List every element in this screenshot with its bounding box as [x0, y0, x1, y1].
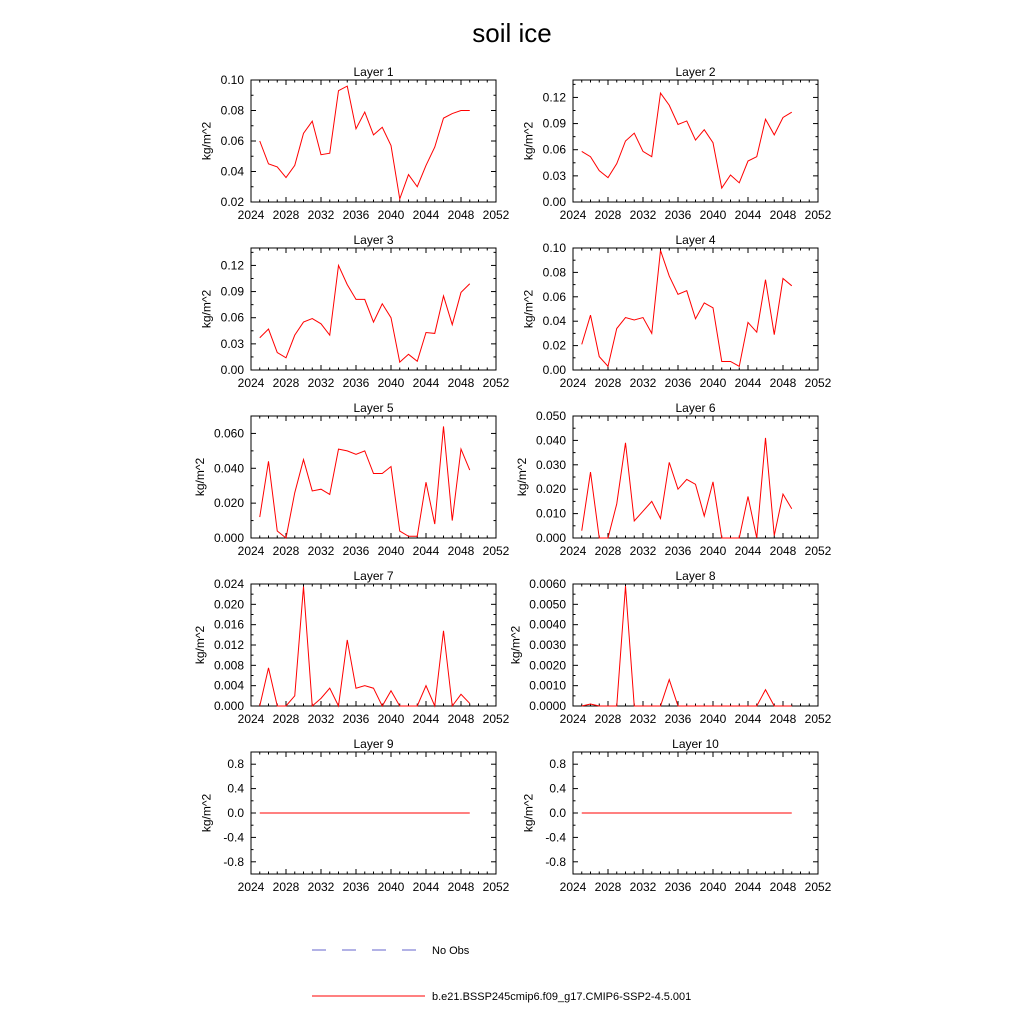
- x-tick-label: 2032: [307, 376, 335, 390]
- series-line: [260, 426, 470, 538]
- y-tick-label: 0.012: [213, 638, 244, 652]
- x-tick-label: 2040: [377, 376, 405, 390]
- panel-layer-1: [200, 65, 510, 222]
- x-tick-label: 2028: [272, 376, 300, 390]
- panel-title: Layer 4: [675, 233, 716, 247]
- series-line: [260, 86, 470, 199]
- x-tick-label: 2036: [664, 208, 692, 222]
- x-tick-label: 2048: [447, 712, 475, 726]
- x-tick-label: 2036: [664, 712, 692, 726]
- x-tick-label: 2040: [699, 880, 727, 894]
- x-tick-label: 2036: [342, 880, 370, 894]
- y-tick-label: 0.010: [535, 506, 566, 521]
- x-tick-label: 2028: [272, 544, 300, 558]
- y-tick-label: 0.4: [227, 781, 244, 796]
- panel-layer-3: [200, 233, 510, 390]
- series-line: [260, 265, 470, 362]
- x-tick-label: 2032: [629, 208, 657, 222]
- panel-title: Layer 7: [353, 569, 394, 583]
- panel-layer-8: [508, 569, 831, 726]
- y-tick-label: -0.8: [545, 854, 566, 869]
- x-tick-label: 2032: [307, 712, 335, 726]
- series-line: [582, 438, 792, 538]
- y-tick-label: 0.000: [213, 699, 244, 713]
- y-axis-label: kg/m^2: [521, 793, 536, 833]
- x-tick-label: 2036: [342, 544, 370, 558]
- y-tick-label: 0.016: [213, 617, 244, 632]
- x-tick-label: 2024: [237, 880, 265, 894]
- y-tick-label: 0.06: [542, 142, 566, 157]
- x-tick-label: 2044: [412, 376, 440, 390]
- panel-layer-10: [522, 737, 832, 894]
- x-tick-label: 2052: [804, 544, 832, 558]
- y-tick-label: 0.00: [542, 363, 566, 377]
- y-tick-label: 0.12: [220, 258, 244, 273]
- x-tick-label: 2036: [664, 376, 692, 390]
- x-tick-label: 2036: [664, 880, 692, 894]
- x-tick-label: 2028: [594, 712, 622, 726]
- x-tick-label: 2036: [342, 712, 370, 726]
- y-axis-label: kg/m^2: [199, 121, 214, 161]
- y-tick-label: 0.04: [542, 314, 566, 329]
- y-tick-label: 0.12: [542, 90, 566, 105]
- x-tick-label: 2024: [237, 376, 265, 390]
- plot-frame: [251, 248, 496, 370]
- y-tick-label: 0.020: [213, 597, 244, 612]
- x-tick-label: 2048: [447, 376, 475, 390]
- panel-title: Layer 5: [353, 401, 394, 415]
- y-tick-label: 0.030: [535, 457, 566, 472]
- legend-run-label: b.e21.BSSP245cmip6.f09_g17.CMIP6-SSP2-4.5.001: [432, 991, 692, 1003]
- series-line: [582, 250, 792, 366]
- panel-layer-7: [193, 569, 510, 726]
- panel-layer-4: [522, 233, 832, 390]
- y-tick-label: 0.4: [549, 781, 566, 796]
- x-tick-label: 2040: [699, 712, 727, 726]
- y-tick-label: 0.004: [213, 678, 244, 693]
- y-tick-label: 0.040: [213, 461, 244, 476]
- y-tick-label: 0.02: [220, 195, 244, 209]
- y-tick-label: 0.8: [549, 757, 566, 772]
- x-tick-label: 2052: [482, 376, 510, 390]
- y-tick-label: 0.0050: [529, 597, 566, 612]
- x-tick-label: 2052: [804, 208, 832, 222]
- x-tick-label: 2048: [447, 880, 475, 894]
- x-tick-label: 2032: [307, 208, 335, 222]
- x-tick-label: 2028: [594, 880, 622, 894]
- panel-title: Layer 6: [675, 401, 716, 415]
- y-tick-label: 0.050: [535, 409, 566, 423]
- x-tick-label: 2044: [412, 712, 440, 726]
- y-tick-label: 0.8: [227, 757, 244, 772]
- y-tick-label: 0.10: [220, 73, 244, 87]
- y-tick-label: 0.06: [220, 134, 244, 148]
- panel-layer-2: [522, 65, 832, 222]
- y-axis-label: kg/m^2: [508, 625, 523, 665]
- x-tick-label: 2044: [734, 544, 762, 558]
- plot-frame: [573, 248, 818, 370]
- x-tick-label: 2048: [769, 712, 797, 726]
- plot-frame: [573, 80, 818, 202]
- x-tick-label: 2040: [699, 544, 727, 558]
- x-tick-label: 2044: [412, 880, 440, 894]
- panel-layer-5: [193, 401, 510, 558]
- panel-layer-6: [515, 401, 832, 558]
- x-tick-label: 2052: [482, 208, 510, 222]
- x-tick-label: 2052: [804, 880, 832, 894]
- y-tick-label: 0.020: [213, 496, 244, 511]
- panel-grid: [193, 65, 832, 894]
- series-line: [582, 93, 792, 188]
- y-tick-label: 0.09: [220, 284, 244, 299]
- x-tick-label: 2024: [559, 544, 587, 558]
- y-tick-label: 0.0: [549, 806, 566, 820]
- x-tick-label: 2024: [559, 712, 587, 726]
- y-axis-label: kg/m^2: [199, 793, 214, 833]
- x-tick-label: 2048: [447, 208, 475, 222]
- y-tick-label: 0.09: [542, 116, 566, 131]
- y-tick-label: -0.8: [223, 854, 244, 869]
- x-tick-label: 2024: [237, 712, 265, 726]
- y-tick-label: 0.0030: [529, 638, 566, 652]
- y-tick-label: 0.008: [213, 658, 244, 673]
- x-tick-label: 2048: [769, 544, 797, 558]
- y-tick-label: 0.0000: [529, 699, 566, 713]
- panel-title: Layer 2: [675, 65, 716, 79]
- panel-layer-9: [200, 737, 510, 894]
- x-tick-label: 2044: [734, 712, 762, 726]
- x-tick-label: 2040: [377, 208, 405, 222]
- x-tick-label: 2024: [559, 376, 587, 390]
- x-tick-label: 2032: [307, 880, 335, 894]
- x-tick-label: 2032: [629, 376, 657, 390]
- x-tick-label: 2044: [734, 208, 762, 222]
- y-tick-label: 0.03: [542, 168, 566, 183]
- x-tick-label: 2048: [447, 544, 475, 558]
- series-line: [582, 586, 792, 706]
- x-tick-label: 2044: [734, 880, 762, 894]
- x-tick-label: 2024: [237, 544, 265, 558]
- x-tick-label: 2052: [804, 712, 832, 726]
- y-axis-label: kg/m^2: [199, 289, 214, 329]
- y-tick-label: 0.0020: [529, 658, 566, 673]
- x-tick-label: 2044: [412, 544, 440, 558]
- panel-title: Layer 8: [675, 569, 716, 583]
- y-axis-label: kg/m^2: [193, 457, 207, 497]
- panel-title: Layer 3: [353, 233, 394, 247]
- x-tick-label: 2028: [594, 208, 622, 222]
- x-tick-label: 2040: [699, 208, 727, 222]
- y-tick-label: -0.4: [545, 830, 566, 845]
- x-tick-label: 2052: [482, 880, 510, 894]
- y-tick-label: 0.08: [542, 265, 566, 280]
- y-tick-label: 0.0040: [529, 617, 566, 632]
- x-tick-label: 2036: [342, 208, 370, 222]
- x-tick-label: 2032: [629, 880, 657, 894]
- y-tick-label: 0.06: [220, 310, 244, 325]
- x-tick-label: 2052: [482, 544, 510, 558]
- y-tick-label: 0.10: [542, 241, 566, 255]
- x-tick-label: 2048: [769, 208, 797, 222]
- x-tick-label: 2036: [664, 544, 692, 558]
- y-axis-label: kg/m^2: [521, 289, 536, 329]
- x-tick-label: 2032: [629, 544, 657, 558]
- x-tick-label: 2024: [237, 208, 265, 222]
- y-tick-label: 0.06: [542, 289, 566, 304]
- x-tick-label: 2024: [559, 208, 587, 222]
- y-tick-label: 0.0: [227, 806, 244, 820]
- x-tick-label: 2040: [377, 712, 405, 726]
- y-tick-label: 0.000: [213, 531, 244, 545]
- y-tick-label: 0.0010: [529, 678, 566, 693]
- y-tick-label: 0.0060: [529, 577, 566, 591]
- y-axis-label: kg/m^2: [193, 625, 207, 665]
- x-tick-label: 2028: [594, 544, 622, 558]
- x-tick-label: 2028: [594, 376, 622, 390]
- figure-title: soil ice: [472, 18, 552, 48]
- x-tick-label: 2052: [804, 376, 832, 390]
- panel-title: Layer 10: [672, 737, 719, 751]
- y-axis-label: kg/m^2: [515, 457, 529, 497]
- y-tick-label: 0.040: [535, 433, 566, 448]
- x-tick-label: 2028: [272, 712, 300, 726]
- y-tick-label: 0.000: [535, 531, 566, 545]
- y-tick-label: 0.024: [213, 577, 244, 591]
- x-tick-label: 2052: [482, 712, 510, 726]
- panel-title: Layer 9: [353, 737, 394, 751]
- x-tick-label: 2048: [769, 880, 797, 894]
- y-tick-label: 0.00: [542, 195, 566, 209]
- panel-title: Layer 1: [353, 65, 394, 79]
- y-axis-label: kg/m^2: [521, 121, 536, 161]
- plot-frame: [251, 80, 496, 202]
- series-line: [260, 587, 470, 706]
- x-tick-label: 2036: [342, 376, 370, 390]
- x-tick-label: 2032: [307, 544, 335, 558]
- x-tick-label: 2028: [272, 208, 300, 222]
- plot-frame: [573, 416, 818, 538]
- y-tick-label: 0.03: [220, 336, 244, 351]
- x-tick-label: 2044: [412, 208, 440, 222]
- y-tick-label: 0.02: [542, 338, 566, 353]
- x-tick-label: 2048: [769, 376, 797, 390]
- x-tick-label: 2032: [629, 712, 657, 726]
- y-tick-label: 0.04: [220, 164, 244, 179]
- legend: [312, 945, 691, 1003]
- legend-no-obs-label: No Obs: [432, 945, 470, 957]
- x-tick-label: 2024: [559, 880, 587, 894]
- x-tick-label: 2040: [699, 376, 727, 390]
- y-tick-label: -0.4: [223, 830, 244, 845]
- plot-frame: [573, 584, 818, 706]
- y-tick-label: 0.020: [535, 482, 566, 497]
- x-tick-label: 2040: [377, 544, 405, 558]
- y-tick-label: 0.060: [213, 426, 244, 441]
- plot-frame: [251, 416, 496, 538]
- y-tick-label: 0.00: [220, 363, 244, 377]
- x-tick-label: 2044: [734, 376, 762, 390]
- x-tick-label: 2040: [377, 880, 405, 894]
- y-tick-label: 0.08: [220, 103, 244, 118]
- x-tick-label: 2028: [272, 880, 300, 894]
